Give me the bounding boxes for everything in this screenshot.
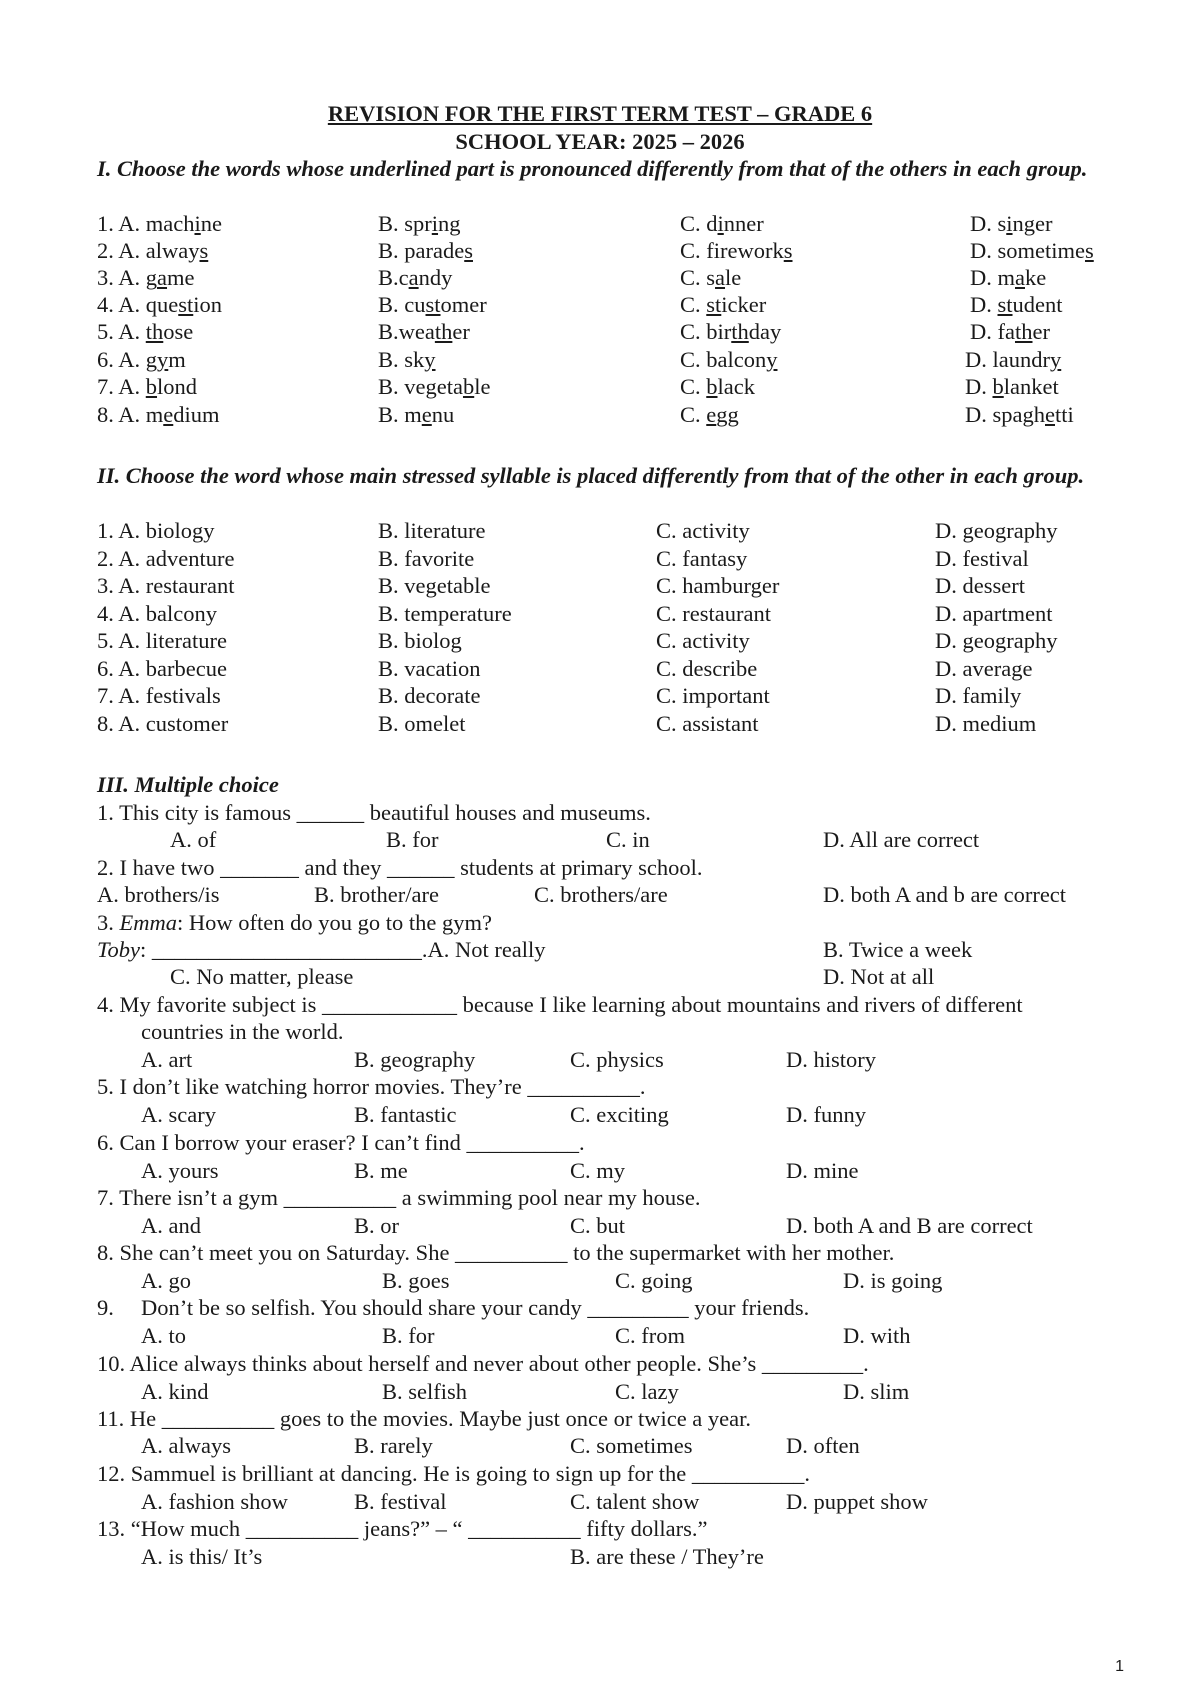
q7-option-a: A. and <box>141 1213 201 1238</box>
q2-option-d: D. both A and b are correct <box>823 882 1067 907</box>
sec2-q6-option-a: 6. A. barbecue <box>97 656 227 681</box>
question-12: 12. Sammuel is brilliant at dancing. He is going to sign up for the __________. <box>97 1461 811 1486</box>
sec2-q8-option-a: 8. A. customer <box>97 711 229 736</box>
sec2-q3-option-b: B. vegetable <box>378 573 491 598</box>
q8-option-c: C. going <box>615 1268 693 1293</box>
sec1-q5-option-a: 5. A. those <box>97 319 194 344</box>
q2-option-c: C. brothers/are <box>534 882 668 907</box>
q3-speaker-emma: Emma <box>119 910 177 935</box>
q3-speaker-toby: Toby <box>97 937 140 962</box>
q11-option-c: C. sometimes <box>570 1433 693 1458</box>
sec2-q1-option-a: 1. A. biology <box>97 518 215 543</box>
sec2-q1-option-d: D. geography <box>935 518 1058 543</box>
question-4: 4. My favorite subject is ____________ because I like learning about mountains and rivers of different <box>97 992 1023 1017</box>
sec1-q1-option-d: D. singer <box>970 211 1053 236</box>
question-6: 6. Can I borrow your eraser? I can’t find __________. <box>97 1130 585 1155</box>
section-3-heading: III. Multiple choice <box>97 772 279 797</box>
q12-option-b: B. festival <box>354 1489 447 1514</box>
q7-option-b: B. or <box>354 1213 399 1238</box>
q13-option-a: A. is this/ It’s <box>141 1544 263 1569</box>
sec1-q2-option-a: 2. A. always <box>97 238 209 263</box>
q6-option-c: C. my <box>570 1158 626 1183</box>
sec1-q8-option-c: C. egg <box>680 402 739 427</box>
sec1-q6-option-c: C. balcony <box>680 347 778 372</box>
sec1-q4-option-d: D. student <box>970 292 1063 317</box>
question-13: 13. “How much __________ jeans?” – “ __________ fifty dollars.” <box>97 1516 708 1541</box>
sec2-q5-option-d: D. geography <box>935 628 1058 653</box>
q3-number: 3. <box>97 910 120 935</box>
sec1-q2-option-c: C. fireworks <box>680 238 793 263</box>
q7-option-d: D. both A and B are correct <box>786 1213 1033 1238</box>
sec1-q6-option-a: 6. A. gym <box>97 347 186 372</box>
sec2-q4-option-b: B. temperature <box>378 601 512 626</box>
q1-option-d: D. All are correct <box>823 827 980 852</box>
sec1-q5-option-b: B.weather <box>378 319 470 344</box>
sec1-q4-option-a: 4. A. question <box>97 292 223 317</box>
sec1-q7-option-c: C. black <box>680 374 755 399</box>
sec2-q7-option-c: C. important <box>656 683 770 708</box>
q9-option-d: D. with <box>843 1323 911 1348</box>
q2-option-a: A. brothers/is <box>97 882 220 907</box>
q1-option-c: C. in <box>606 827 650 852</box>
section-1-heading: I. Choose the words whose underlined part is pronounced differently from that of the others in each group. <box>97 156 1088 181</box>
q4-option-d: D. history <box>786 1047 876 1072</box>
q3-option-a: A. Not really <box>427 937 546 962</box>
q8-option-a: A. go <box>141 1268 191 1293</box>
q4-option-a: A. art <box>141 1047 193 1072</box>
sec2-q3-option-d: D. dessert <box>935 573 1025 598</box>
sec2-q3-option-a: 3. A. restaurant <box>97 573 235 598</box>
sec2-q6-option-b: B. vacation <box>378 656 481 681</box>
sec1-q7-option-d: D. blanket <box>965 374 1059 399</box>
sec1-q3-option-a: 3. A. game <box>97 265 195 290</box>
q3-option-b: B. Twice a week <box>823 937 973 962</box>
question-9-number: 9. <box>97 1295 114 1320</box>
q13-option-b: B. are these / They’re <box>570 1544 764 1569</box>
q6-option-a: A. yours <box>141 1158 219 1183</box>
q11-option-b: B. rarely <box>354 1433 433 1458</box>
q1-option-a: A. of <box>170 827 217 852</box>
question-5: 5. I don’t like watching horror movies. They’re __________. <box>97 1074 646 1099</box>
q9-option-b: B. for <box>382 1323 435 1348</box>
q3-text: : How often do you go to the gym? <box>177 910 492 935</box>
sec2-q1-option-b: B. literature <box>378 518 486 543</box>
sec2-q7-option-b: B. decorate <box>378 683 481 708</box>
sec1-q2-option-b: B. parades <box>378 238 473 263</box>
sec1-q7-option-b: B. vegetable <box>378 374 491 399</box>
question-8: 8. She can’t meet you on Saturday. She __________ to the supermarket with her mother. <box>97 1240 895 1265</box>
sec2-q4-option-d: D. apartment <box>935 601 1053 626</box>
question-4-continued: countries in the world. <box>141 1019 344 1044</box>
sec2-q8-option-b: B. omelet <box>378 711 466 736</box>
q10-option-c: C. lazy <box>615 1379 679 1404</box>
q9-option-c: C. from <box>615 1323 685 1348</box>
q7-option-c: C. but <box>570 1213 626 1238</box>
question-11: 11. He __________ goes to the movies. Maybe just once or twice a year. <box>97 1406 752 1431</box>
sec1-q1-option-c: C. dinner <box>680 211 764 236</box>
sec1-q4-option-c: C. sticker <box>680 292 767 317</box>
sec1-q3-option-c: C. sale <box>680 265 742 290</box>
sec1-q6-option-d: D. laundry <box>965 347 1062 372</box>
sec1-q2-option-d: D. sometimes <box>970 238 1094 263</box>
question-10: 10. Alice always thinks about herself and never about other people. She’s _________. <box>97 1351 869 1376</box>
sec2-q5-option-b: B. biolog <box>378 628 462 653</box>
sec1-q7-option-a: 7. A. blond <box>97 374 198 399</box>
q3-answer-line <box>97 936 546 963</box>
sec1-q1-option-a: 1. A. machine <box>97 211 222 236</box>
sec2-q8-option-d: D. medium <box>935 711 1037 736</box>
sec2-q6-option-d: D. average <box>935 656 1033 681</box>
sec2-q8-option-c: C. assistant <box>656 711 759 736</box>
question-7: 7. There isn’t a gym __________ a swimming pool near my house. <box>97 1185 701 1210</box>
sec1-q4-option-b: B. customer <box>378 292 487 317</box>
document-title: REVISION FOR THE FIRST TERM TEST – GRADE 6 <box>327 101 873 126</box>
q1-option-b: B. for <box>386 827 439 852</box>
q8-option-d: D. is going <box>843 1268 943 1293</box>
sec1-q6-option-b: B. sky <box>378 347 436 372</box>
q12-option-a: A. fashion show <box>141 1489 288 1514</box>
sec2-q5-option-a: 5. A. literature <box>97 628 227 653</box>
question-9: Don’t be so selfish. You should share your candy _________ your friends. <box>141 1295 810 1320</box>
sec1-q8-option-d: D. spaghetti <box>965 402 1074 427</box>
q5-option-b: B. fantastic <box>354 1102 457 1127</box>
sec1-q8-option-a: 8. A. medium <box>97 402 220 427</box>
sec2-q4-option-c: C. restaurant <box>656 601 771 626</box>
sec2-q4-option-a: 4. A. balcony <box>97 601 217 626</box>
q6-option-d: D. mine <box>786 1158 859 1183</box>
sec1-q8-option-b: B. menu <box>378 402 455 427</box>
sec2-q5-option-c: C. activity <box>656 628 750 653</box>
question-1: 1. This city is famous ______ beautiful houses and museums. <box>97 800 651 825</box>
q4-option-b: B. geography <box>354 1047 476 1072</box>
q12-option-c: C. talent show <box>570 1489 700 1514</box>
sec1-q3-option-d: D. make <box>970 265 1047 290</box>
q5-option-d: D. funny <box>786 1102 866 1127</box>
q9-option-a: A. to <box>141 1323 186 1348</box>
q5-option-a: A. scary <box>141 1102 216 1127</box>
q10-option-b: B. selfish <box>382 1379 468 1404</box>
sec2-q2-option-a: 2. A. adventure <box>97 546 235 571</box>
q12-option-d: D. puppet show <box>786 1489 928 1514</box>
q5-option-c: C. exciting <box>570 1102 669 1127</box>
sec2-q6-option-c: C. describe <box>656 656 758 681</box>
sec2-q7-option-a: 7. A. festivals <box>97 683 221 708</box>
sec2-q7-option-d: D. family <box>935 683 1022 708</box>
q11-option-a: A. always <box>141 1433 231 1458</box>
section-2-heading: II. Choose the word whose main stressed syllable is placed differently from that of the other in each group. <box>97 463 1085 488</box>
sec2-q3-option-c: C. hamburger <box>656 573 780 598</box>
sec2-q2-option-c: C. fantasy <box>656 546 748 571</box>
q2-option-b: B. brother/are <box>314 882 439 907</box>
q4-option-c: C. physics <box>570 1047 664 1072</box>
sec1-q3-option-b: B.candy <box>378 265 453 290</box>
q8-option-b: B. goes <box>382 1268 450 1293</box>
q3-option-c: C. No matter, please <box>170 964 354 989</box>
sec1-q5-option-d: D. father <box>970 319 1050 344</box>
q3-blank: : ________________________. <box>139 937 428 962</box>
q10-option-d: D. slim <box>843 1379 910 1404</box>
question-2: 2. I have two _______ and they ______ students at primary school. <box>97 855 703 880</box>
sec1-q1-option-b: B. spring <box>378 211 461 236</box>
q11-option-d: D. often <box>786 1433 860 1458</box>
page-number: 1 <box>1115 1658 1124 1675</box>
school-year: SCHOOL YEAR: 2025 – 2026 <box>455 129 745 154</box>
sec2-q2-option-b: B. favorite <box>378 546 475 571</box>
q6-option-b: B. me <box>354 1158 408 1183</box>
sec1-q5-option-c: C. birthday <box>680 319 782 344</box>
sec2-q1-option-c: C. activity <box>656 518 750 543</box>
q10-option-a: A. kind <box>141 1379 209 1404</box>
q3-option-d: D. Not at all <box>823 964 935 989</box>
question-3 <box>97 909 492 936</box>
sec2-q2-option-d: D. festival <box>935 546 1029 571</box>
